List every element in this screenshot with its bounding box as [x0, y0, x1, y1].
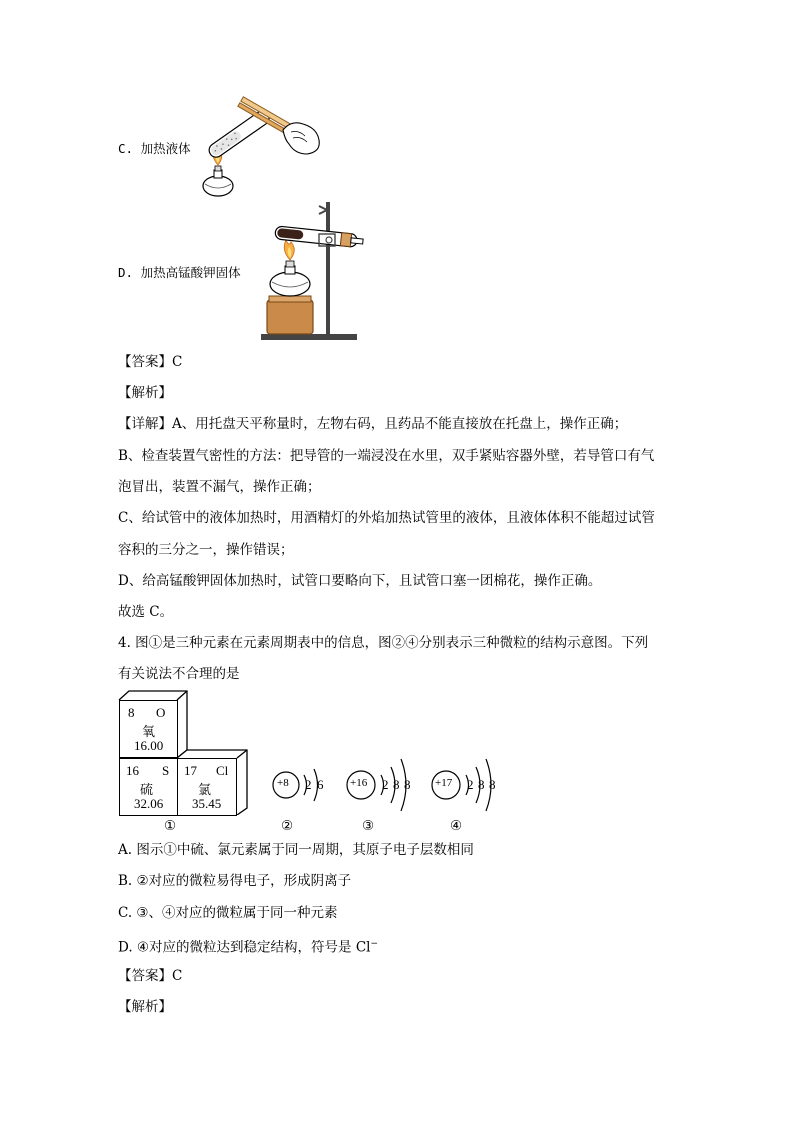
q3-answer: 【答案】C	[118, 354, 183, 370]
q3-detail-b-line2: 泡冒出，装置不漏气，操作正确；	[118, 479, 321, 495]
atomic-mass: 35.45	[192, 796, 222, 811]
nucleus-charge: +8	[277, 777, 289, 789]
charge-superscript: −	[370, 939, 379, 949]
q4-stem-line1: 4. 图①是三种元素在元素周期表中的信息，图②④分别表示三种微粒的结构示意图。下列	[118, 635, 649, 651]
shell-electrons: 8	[478, 777, 485, 792]
q3-detail-c-line2: 容积的三分之一，操作错误；	[118, 542, 294, 558]
q4-answer: 【答案】C	[118, 968, 183, 984]
figure-label-3: ③	[362, 818, 375, 834]
q3-conclusion: 故选 C。	[118, 604, 174, 620]
figure-label-2: ②	[281, 818, 294, 834]
shell-electrons: 2	[305, 777, 312, 792]
q4-option-c: C. ③、④对应的微粒属于同一种元素	[118, 905, 338, 921]
shell-electrons: 2	[382, 777, 389, 792]
particle-diagram-2	[270, 755, 340, 815]
nucleus-charge: +17	[435, 777, 453, 789]
element-cell-oxygen	[119, 700, 178, 758]
periodic-table-figure	[118, 690, 253, 815]
q3-detail-b-line1: B、检查装置气密性的方法：把导管的一端浸没在水里，双手紧贴容器外壁，若导管口有气	[118, 448, 655, 464]
q3-detail-a: 【详解】A、用托盘天平称量时，左物右码，且药品不能直接放在托盘上，操作正确；	[118, 416, 628, 432]
atomic-number: 17	[184, 763, 197, 778]
element-symbol: Cl	[216, 763, 229, 778]
atomic-mass: 32.06	[134, 796, 164, 811]
particle-diagram-3	[345, 745, 425, 825]
q4-option-d	[118, 934, 378, 958]
shell-electrons: 8	[393, 777, 400, 792]
element-cell-sulfur	[119, 758, 178, 816]
heating-liquid-illustration	[195, 92, 325, 204]
figure-label-1: ①	[164, 818, 177, 834]
q3-detail-d: D、给高锰酸钾固体加热时，试管口要略向下，且试管口塞一团棉花，操作正确。	[118, 573, 602, 589]
q4-option-d-text: D. ④对应的微粒达到稳定结构，符号是 Cl	[118, 939, 371, 956]
element-name: 氧	[142, 724, 156, 739]
atomic-mass: 16.00	[134, 738, 164, 753]
shell-electrons: 6	[317, 777, 324, 792]
q4-analysis-title: 【解析】	[118, 999, 172, 1015]
q4-option-a: A. 图示①中硫、氯元素属于同一周期，其原子电子层数相同	[118, 842, 474, 858]
option-c-label: C. 加热液体	[118, 141, 191, 156]
heating-solid-illustration	[255, 200, 365, 345]
figure-label-4: ④	[450, 818, 463, 834]
shell-electrons: 2	[467, 777, 474, 792]
option-d-label: D. 加热高锰酸钾固体	[118, 265, 241, 280]
element-name: 氯	[198, 782, 212, 797]
atomic-number: 8	[128, 705, 135, 720]
element-symbol: O	[156, 705, 166, 720]
q3-detail-c-line1: C、给试管中的液体加热时，用酒精灯的外焰加热试管里的液体，且液体体积不能超过试管	[118, 510, 655, 526]
q4-option-b: B. ②对应的微粒易得电子，形成阴离子	[118, 873, 352, 889]
element-cell-chlorine	[177, 758, 237, 816]
element-symbol: S	[162, 763, 170, 778]
q3-analysis-title: 【解析】	[118, 385, 172, 401]
shell-electrons: 8	[404, 777, 411, 792]
atomic-number: 16	[126, 763, 139, 778]
particle-diagram-4	[430, 745, 510, 825]
q4-stem-line2: 有关说法不合理的是	[118, 666, 240, 682]
element-name: 硫	[140, 782, 154, 797]
shell-electrons: 8	[489, 777, 496, 792]
nucleus-charge: +16	[350, 777, 368, 789]
